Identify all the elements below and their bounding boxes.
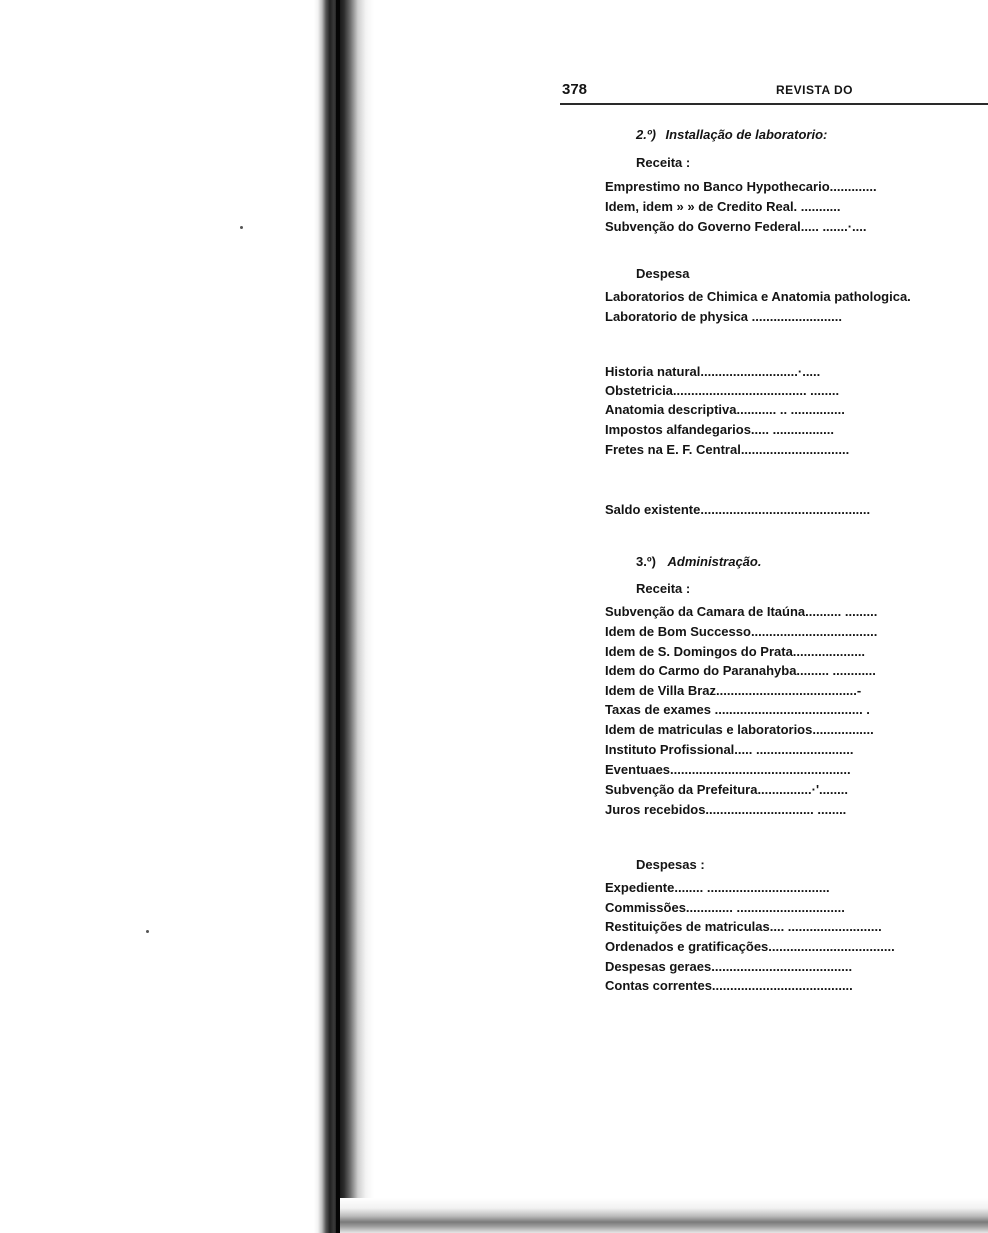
section3-receita-item: Subvenção da Prefeitura...............·'........ [605, 782, 848, 797]
section3-receita-item: Taxas de exames ......................................... . [605, 702, 870, 717]
section3-receita-item: Idem de matriculas e laboratorios................. [605, 722, 874, 737]
section2-receita-item: Idem, idem » » de Credito Real. ........... [605, 199, 841, 214]
section3-receita-item: Eventuaes.................................................. [605, 762, 851, 777]
section2-despesa-item: Historia natural...........................·..... [605, 364, 821, 379]
dust-speck [240, 226, 243, 229]
section3-receita-item: Idem de S. Domingos do Prata.................... [605, 644, 866, 659]
section3-receita-item: Juros recebidos.............................. ........ [605, 802, 847, 817]
section2-despesa-heading: Despesa [636, 266, 690, 281]
section3-receita-item: Idem do Carmo do Paranahyba......... ............ [605, 663, 876, 678]
section3-despesas-item: Despesas geraes....................................... [605, 959, 853, 974]
section3-title: Administração. [667, 554, 762, 569]
header-rule [560, 103, 988, 105]
section3-despesas-heading: Despesas : [636, 857, 705, 872]
section2-saldo: Saldo existente............................................... [605, 502, 871, 517]
section3-despesas-item: Expediente........ .................................. [605, 880, 830, 895]
page-number: 378 [562, 81, 588, 98]
section3-receita-heading: Receita : [636, 581, 691, 596]
section2-receita-item: Subvenção do Governo Federal..... .......·.... [605, 219, 867, 234]
section2-heading [636, 125, 827, 144]
section2-despesa-item: Laboratorio de physica ......................... [605, 309, 842, 324]
section3-receita-item: Idem de Villa Braz.......................................- [605, 683, 862, 698]
dust-speck [146, 930, 149, 933]
section2-despesa-item: Laboratorios de Chimica e Anatomia pathologica. [605, 289, 911, 304]
running-head: REVISTA DO [776, 83, 854, 97]
section2-receita-item: Emprestimo no Banco Hypothecario............. [605, 179, 877, 194]
section3-number: 3.º) [636, 554, 656, 569]
section2-despesa-item: Obstetricia..................................... ........ [605, 383, 840, 398]
section2-receita-heading: Receita : [636, 155, 691, 170]
section3-receita-item: Instituto Profissional..... ........................... [605, 742, 854, 757]
section2-despesa-item: Impostos alfandegarios..... ................. [605, 422, 834, 437]
section3-receita-item: Idem de Bom Successo................................... [605, 624, 878, 639]
section2-despesa-item: Fretes na E. F. Central.............................. [605, 442, 850, 457]
gutter-dark-streak [336, 0, 340, 1233]
page-bottom-edge [340, 1198, 988, 1233]
section3-receita-item: Subvenção da Camara de Itaúna.......... ......... [605, 604, 878, 619]
section3-despesas-item: Ordenados e gratificações................................... [605, 939, 895, 954]
section2-title: Installação de laboratorio: [665, 127, 828, 142]
book-gutter-shadow [314, 0, 374, 1233]
section3-despesas-item: Contas correntes....................................... [605, 978, 853, 993]
section3-despesas-item: Commissões............. .............................. [605, 900, 845, 915]
section3-heading [636, 552, 761, 571]
section2-despesa-item: Anatomia descriptiva........... .. ............... [605, 402, 845, 417]
section3-despesas-item: Restituições de matriculas.... .......................... [605, 919, 882, 934]
section2-number: 2.º) [636, 127, 656, 142]
